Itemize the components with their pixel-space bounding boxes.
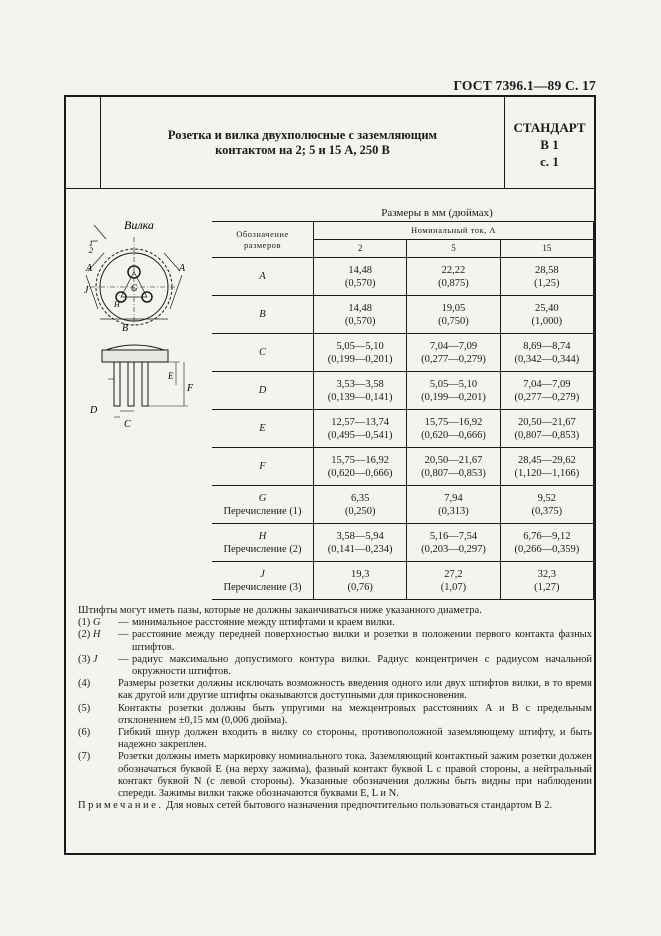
note-number-text: (4) [78,678,91,690]
value-inch: (1,25) [534,277,560,289]
value-inch: (0,807—0,853) [421,467,486,479]
note-number-text: (2) [78,629,91,641]
plug-drawing-svg [84,215,214,465]
value-inch: (1,000) [531,315,563,327]
note-text: Розетки должны иметь маркировку номинального тока. Заземляющий контактный зажим розетки должен обозначаться буквой E (на верху зажима), фазный контакт буквой L с правой стороны, а нейтральный контакт буквой N (с левой стороны). Указанные обозначения должны быть видны при наблюдении спереди. Зажимы вилки также обозначаются буквами E, L и N. [118,751,592,800]
plug-drawing [84,215,214,470]
note-dash: — [118,653,129,665]
designation-reference: Перечисление (2) [223,543,302,555]
standard-code: В 1 [540,137,559,152]
row-designation [212,448,314,486]
value-mm: 19,05 [441,302,466,314]
note-text: минимальное расстояние между штифтами и краем вилки. [132,617,395,629]
value-mm: 3,58—5,94 [336,530,384,542]
value-cell-v5 [407,410,500,448]
value-cell-v2 [314,372,407,410]
row-designation [212,410,314,448]
designation-letter: D [258,385,267,396]
note-text: Контакты розетки должны быть упругими на межцентровых расстояниях A и B с предельным отклонением ±0,15 мм (0,006 дюйма). [118,702,592,726]
designation-reference: Перечисление (3) [223,581,302,593]
note-number [78,629,118,653]
value-cell-v15 [500,258,593,296]
current-header: Номинальный ток, А [314,222,594,240]
note-number-text: (7) [78,751,91,763]
notes-section [78,605,592,812]
notes-list [78,617,592,800]
value-mm: 3,53—3,58 [336,378,384,390]
value-inch: (0,139—0,141) [327,391,393,403]
note-item [78,703,592,727]
value-cell-v5 [407,448,500,486]
sheet-number: с. 1 [540,154,559,169]
note-number-text: (5) [78,702,91,714]
value-inch: (0,266—0,359) [514,543,580,555]
value-inch: (0,750) [438,315,469,327]
plug-side-view [102,345,188,417]
title-line-2: контактом на 2; 5 и 15 А, 250 В [215,142,390,157]
half-fraction-denominator: 2 [89,246,93,255]
value-inch: (0,570) [344,277,376,289]
note-item [78,629,592,653]
note-text: радиус максимально допустимого контура вилки. Радиус концентричен с радиусом начальной окружности штифтов. [132,653,592,678]
note-item [78,751,592,800]
drawing-caption: Вилка [124,218,154,232]
note-text: Размеры розетки должны исключать возможность введения одного или двух штифтов вилки, в то время как другой или другие штифты оказываются доступными для прикосновения. [118,678,592,702]
note-number [78,617,118,629]
dim-f-label: F [187,383,194,394]
value-cell-v2 [314,486,407,524]
value-mm: 5,05—5,10 [336,340,384,352]
document-title [101,97,504,188]
dim-h-label: H [114,300,120,309]
designation-header-line2: размеров [244,239,281,250]
value-mm: 22,22 [441,264,466,276]
value-mm: 19,3 [350,568,370,580]
value-cell-v5 [407,372,500,410]
value-cell-v5 [407,334,500,372]
table-caption: Размеры в мм (дюймах) [381,207,493,219]
standard-sheet-frame [64,95,596,855]
plug-face-view [86,225,182,327]
note-dash: — [118,629,129,641]
value-cell-v15 [500,410,593,448]
value-cell-v5 [407,258,500,296]
value-mm: 6,76—9,12 [523,530,571,542]
table-row [212,334,594,372]
half-fraction-label: 1 [89,239,93,248]
value-mm: 28,45—29,62 [517,454,576,466]
value-cell-v15 [500,562,593,600]
title-block [66,97,594,189]
value-cell-v5 [407,524,500,562]
value-inch: (1,120—1,166) [514,467,580,479]
value-inch: (0,342—0,344) [514,353,580,365]
table-row [212,258,594,296]
value-mm: 32,3 [537,568,557,580]
value-mm: 20,50—21,67 [517,416,576,428]
value-cell-v5 [407,296,500,334]
designation-letter: H [258,530,267,542]
dim-d-label: D [90,405,98,416]
designation-header-line1: Обозначение [236,228,289,239]
value-cell-v15 [500,524,593,562]
value-inch: (0,277—0,279) [514,391,580,403]
value-cell-v2 [314,562,407,600]
note-symbol: G [92,617,101,629]
value-cell-v2 [314,524,407,562]
note-item [78,617,592,629]
designation-header [212,222,314,258]
value-mm: 14,48 [348,302,372,314]
value-inch: (0,620—0,666) [327,467,393,479]
table-row [212,524,594,562]
value-cell-v15 [500,334,593,372]
table-row [212,296,594,334]
title-line-1: Розетка и вилка двухполюсные с заземляющим [167,127,438,142]
value-mm: 12,57—13,74 [331,416,390,428]
dim-a-label-left: A [86,263,93,274]
value-cell-v15 [500,296,593,334]
value-inch: (1,07) [440,581,467,593]
remark-label: Примечание. [78,800,164,812]
notes-lead: Штифты могут иметь пазы, которые не должны заканчиваться ниже указанного диаметра. [78,605,482,616]
standard-box [504,97,594,188]
row-designation [212,296,314,334]
value-mm: 27,2 [444,568,463,580]
remark [78,800,592,812]
value-cell-v2 [314,334,407,372]
value-inch: (0,76) [347,581,373,593]
dimensions-table [212,221,594,600]
designation-reference: Перечисление (1) [223,505,302,517]
value-mm: 5,05—5,10 [429,378,478,390]
value-mm: 7,94 [444,492,463,504]
current-5a: 5 [407,240,500,258]
value-mm: 7,04—7,09 [523,378,571,390]
value-inch: (0,495—0,541) [327,429,393,441]
value-inch: (0,141—0,234) [327,543,393,555]
table-row [212,372,594,410]
designation-letter: A [259,271,266,282]
note-number [78,678,118,702]
value-cell-v2 [314,296,407,334]
value-cell-v15 [500,486,593,524]
value-mm: 25,40 [535,302,559,314]
value-inch: (0,620—0,666) [421,429,486,441]
value-cell-v2 [314,258,407,296]
row-designation [212,372,314,410]
value-mm: 7,04—7,09 [429,340,478,352]
current-2a: 2 [314,240,407,258]
value-mm: 15,75—16,92 [424,416,483,428]
value-cell-v15 [500,372,593,410]
dim-b-label: B [122,323,129,334]
current-15a: 15 [500,240,593,258]
note-text: расстояние между передней поверхностью вилки и розетки в положении первого контакта фазных штифтов. [132,629,592,653]
value-inch: (1,27) [534,581,560,593]
note-number-text: (1) [78,617,91,629]
value-inch: (0,807—0,853) [514,429,580,441]
note-number [78,654,118,678]
table-row [212,448,594,486]
value-inch: (0,375) [531,505,563,517]
value-mm: 5,16—7,54 [429,530,478,542]
dim-a-label-right: A [179,263,186,274]
remark-text: Для новых сетей бытового назначения предпочтительно пользоваться стандартом В 2. [163,800,553,812]
value-cell-v15 [500,448,593,486]
row-designation [212,258,314,296]
dim-g-label: G [131,283,138,293]
value-inch: (0,570) [344,315,376,327]
value-mm: 14,48 [348,264,372,276]
row-designation [212,562,314,600]
note-number [78,703,118,727]
note-text: Гибкий шнур должен входить в вилку со стороны, противоположной заземляющему штифту, и быть надежно закреплен. [118,727,592,751]
value-cell-v5 [407,486,500,524]
value-inch: (0,313) [438,505,469,517]
row-designation [212,486,314,524]
value-cell-v2 [314,448,407,486]
value-inch: (0,277—0,279) [421,353,486,365]
table-row [212,410,594,448]
dim-e-label: E [168,371,174,381]
note-item [78,654,592,678]
note-number [78,727,118,751]
value-mm: 8,69—8,74 [523,340,571,352]
row-designation [212,334,314,372]
dim-j-label: J [84,285,89,296]
value-inch: (0,250) [344,505,376,517]
designation-letter: E [259,423,266,434]
value-inch: (0,199—0,201) [327,353,393,365]
table-row [212,562,594,600]
note-number [78,751,118,800]
standard-label: СТАНДАРТ [513,120,586,135]
note-dash: — [118,617,129,629]
value-inch: (0,199—0,201) [421,391,486,403]
table-row [212,486,594,524]
note-number-text: (6) [78,727,91,739]
dimensions-table-body [212,258,594,600]
note-item [78,727,592,751]
value-mm: 15,75—16,92 [331,454,390,466]
value-inch: (0,875) [438,277,469,289]
row-designation [212,524,314,562]
designation-letter: B [259,309,266,320]
designation-letter: G [258,492,267,504]
designation-letter: F [259,461,266,472]
designation-letter: J [260,568,265,580]
page-header: ГОСТ 7396.1—89 С. 17 [453,78,596,93]
value-cell-v5 [407,562,500,600]
value-mm: 6,35 [350,492,370,504]
value-inch: (0,203—0,297) [421,543,486,555]
value-cell-v2 [314,410,407,448]
note-symbol: H [92,629,101,641]
value-mm: 28,58 [535,264,559,276]
title-left-cell [66,97,101,188]
note-item [78,678,592,702]
designation-letter: C [258,347,266,358]
note-number-text: (3) [78,653,91,665]
value-mm: 9,52 [537,492,557,504]
value-mm: 20,50—21,67 [424,454,483,466]
note-symbol: J [92,653,98,665]
dim-c-label: C [124,419,131,430]
